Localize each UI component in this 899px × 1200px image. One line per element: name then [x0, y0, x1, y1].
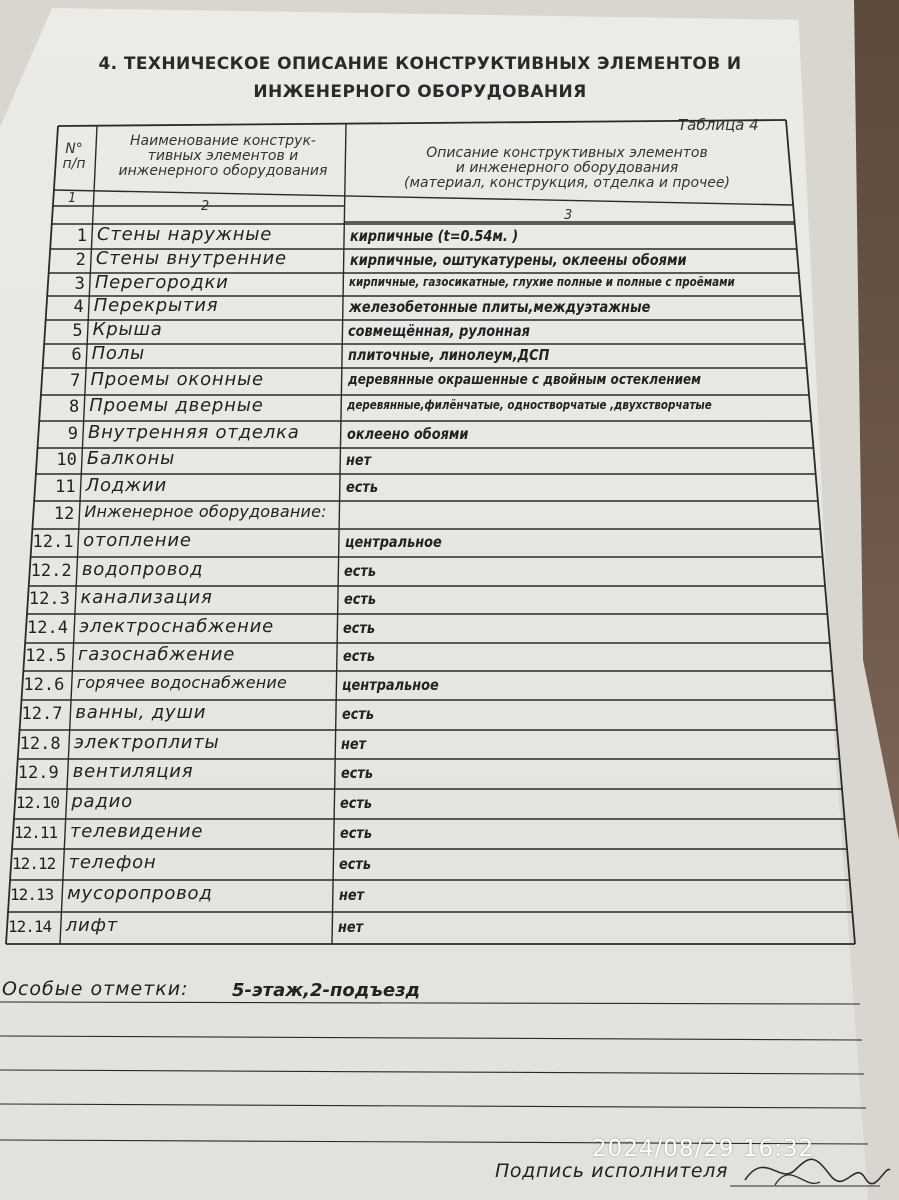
row-number: 6 [71, 345, 82, 365]
signature-label: Подпись исполнителя [495, 1160, 728, 1182]
row-description: центральное [344, 533, 442, 551]
row-number: 12.4 [27, 617, 68, 638]
row-number: 5 [72, 321, 83, 341]
row-number: 12 [53, 504, 75, 524]
header-name [98, 134, 348, 179]
row-description: есть [343, 590, 376, 608]
row-name: Балконы [86, 448, 176, 469]
header-name-line-2: тивных элементов и [147, 148, 299, 164]
row-description: есть [339, 824, 372, 842]
notes-label: Особые отметки: [2, 978, 189, 1000]
row-description: нет [338, 886, 364, 904]
row-number: 9 [67, 423, 79, 444]
row-description: кирпичные, газосикатные, глухие полные и полные с проёмами [349, 274, 736, 289]
row-description: оклеено обоями [346, 424, 469, 443]
row-name: канализация [80, 587, 213, 608]
row-description: есть [343, 618, 376, 637]
header-number [52, 142, 96, 172]
row-number: 12.3 [28, 589, 70, 609]
row-name: электроснабжение [79, 615, 274, 637]
row-name: Перегородки [94, 271, 229, 293]
row-name: Полы [91, 343, 146, 364]
row-name: телевидение [69, 821, 204, 842]
title-line-2: ИНЖЕНЕРНОГО ОБОРУДОВАНИЯ [253, 82, 587, 102]
header-number-line-2: п/п [62, 156, 86, 172]
row-name: Проемы оконные [90, 368, 264, 390]
row-description: кирпичные, оштукатурены, оклеены обоями [349, 251, 687, 269]
row-description: нет [346, 451, 372, 469]
row-name: Лоджии [85, 474, 168, 496]
row-number: 10 [56, 450, 77, 470]
table-label: Таблица 4 [678, 116, 759, 134]
row-name: мусоропровод [67, 883, 213, 904]
row-number: 12.12 [12, 853, 56, 873]
row-number: 12.9 [17, 763, 59, 783]
row-name: водопровод [81, 558, 204, 580]
row-number: 12.6 [23, 674, 65, 695]
row-description: кирпичные (t=0.54м. ) [350, 226, 519, 245]
row-description: есть [341, 705, 374, 723]
header-description-line-1: Описание конструктивных элементов [426, 145, 708, 161]
row-number: 12.10 [15, 793, 60, 812]
row-name: ванны, души [75, 702, 207, 723]
row-description: есть [342, 647, 375, 665]
row-name: Перекрытия [93, 295, 219, 316]
row-number: 12.5 [25, 646, 67, 666]
row-description: есть [344, 561, 377, 580]
row-number: 2 [75, 250, 86, 270]
row-number: 11 [55, 476, 76, 497]
row-name: электроплиты [74, 731, 220, 753]
row-name: вентиляция [72, 761, 194, 782]
row-description: есть [340, 764, 373, 782]
row-description: есть [339, 854, 372, 873]
row-number: 12.2 [30, 560, 72, 581]
column-number-3: 3 [564, 208, 573, 223]
row-description: есть [345, 477, 378, 496]
row-number: 12.7 [21, 704, 63, 724]
header-description [352, 146, 782, 191]
row-number: 12.1 [32, 532, 74, 552]
row-number: 12.13 [10, 885, 54, 904]
row-number: 12.14 [8, 917, 52, 936]
header-name-line-3: инженерного оборудования [118, 163, 328, 179]
header-description-line-3: (материал, конструкция, отделка и прочее) [404, 175, 730, 191]
notes-value: 5-этаж,2-подъезд [232, 980, 421, 1001]
row-description: есть [340, 794, 373, 812]
column-number-2: 2 [201, 199, 210, 214]
row-number: 4 [73, 297, 84, 317]
row-description: плиточные, линолеум,ДСП [348, 346, 550, 364]
row-name: Стены внутренние [95, 248, 287, 269]
row-number: 3 [74, 273, 85, 294]
row-name: отопление [83, 530, 192, 551]
row-name: газоснабжение [77, 644, 236, 665]
column-number-1: 1 [68, 191, 77, 206]
row-number: 1 [76, 225, 87, 246]
row-name: лифт [65, 915, 118, 936]
row-name: Инженерное оборудование: [84, 502, 327, 521]
row-description: нет [338, 918, 364, 936]
row-name: Проемы дверные [89, 395, 264, 416]
row-number: 8 [68, 397, 80, 417]
row-description: центральное [342, 675, 440, 694]
row-number: 7 [70, 370, 81, 391]
row-description: деревянные окрашенные с двойным остеклением [347, 371, 701, 388]
row-description: совмещённая, рулонная [348, 322, 531, 340]
row-description: деревянные,филёнчатые, одностворчатые ,двухстворчатые [347, 398, 712, 412]
header-description-line-2: и инженерного оборудования [455, 160, 679, 176]
row-description: нет [341, 734, 367, 753]
header-number-line-1: N° [65, 141, 83, 157]
row-name: Крыша [92, 319, 163, 340]
row-number: 12.8 [19, 733, 61, 754]
row-name: радио [71, 791, 133, 812]
row-number: 12.11 [13, 823, 58, 842]
row-name: телефон [68, 851, 157, 873]
row-description: железобетонные плиты,междуэтажные [348, 298, 651, 316]
header-name-line-1: Наименование конструк- [130, 133, 316, 149]
row-name: Стены наружные [97, 223, 273, 245]
photo-timestamp: 2024/08/29 16:32 [592, 1136, 815, 1162]
row-name: горячее водоснабжение [76, 672, 288, 692]
row-name: Внутренняя отделка [88, 421, 300, 443]
title-line-1: 4. ТЕХНИЧЕСКОЕ ОПИСАНИЕ КОНСТРУКТИВНЫХ ЭЛЕМЕНТОВ И [98, 54, 742, 74]
